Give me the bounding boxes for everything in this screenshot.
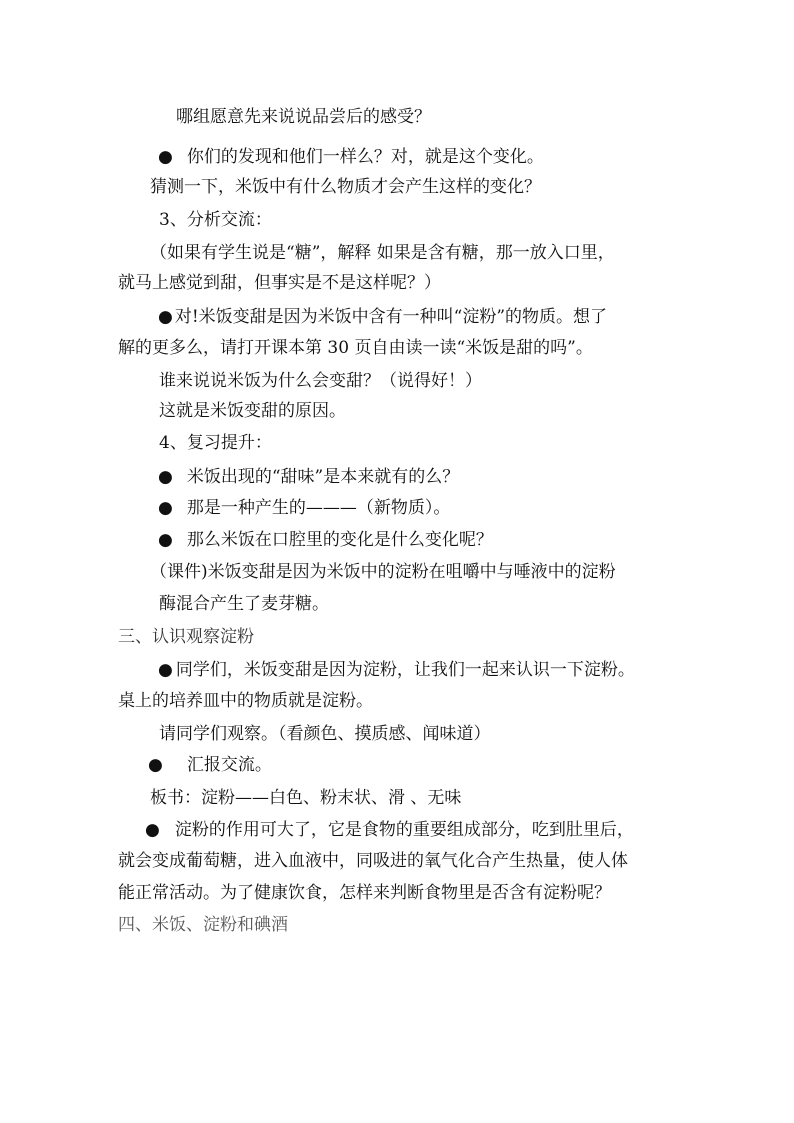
text-line: 请同学们观察。（看颜色、摸质感、闻味道）	[159, 724, 491, 744]
bullet-line: ● 对!米饭变甜是因为米饭中含有一种叫“淀粉”的物质。想了	[158, 307, 608, 327]
bullet-icon: ●	[158, 498, 173, 518]
text-line: 就会变成葡萄糖，进入血液中，同吸进的氧气化合产生热量，使人体	[118, 851, 628, 871]
text-line: 猜测一下，米饭中有什么物质才会产生这样的变化？	[150, 177, 541, 197]
section-heading: 四、米饭、淀粉和碘酒	[118, 915, 288, 935]
bullet-line: ● 汇报交流。	[148, 755, 272, 775]
text-line: 解的更多么，请打开课本第 30 页自由读一读“米饭是甜的吗”。	[118, 338, 593, 358]
bullet-line: ● 米饭出现的“甜味”是本来就有的么？	[158, 467, 460, 487]
section-heading: 三、认识观察淀粉	[118, 627, 254, 647]
bullet-line: ● 那是一种产生的———（新物质）。	[158, 498, 451, 518]
bullet-line: ● 同学们，米饭变甜是因为淀粉，让我们一起来认识一下淀粉。	[158, 660, 635, 680]
bullet-icon: ●	[158, 467, 173, 487]
text-line: 能正常活动。为了健康饮食，怎样来判断食物里是否含有淀粉呢？	[118, 883, 611, 903]
text-line: 酶混合产生了麦芽糖。	[159, 594, 329, 614]
subheading: 4、复习提升：	[159, 433, 272, 453]
bullet-icon: ●	[158, 530, 173, 550]
text-line: （课件)米饭变甜是因为米饭中的淀粉在咀嚼中与唾液中的淀粉	[150, 562, 616, 582]
bullet-icon: ●	[158, 307, 173, 327]
bullet-icon: ●	[145, 820, 160, 840]
subheading: 3、分析交流：	[159, 210, 272, 230]
text-line: 谁来说说米饭为什么会变甜？（说得好！）	[159, 371, 482, 391]
bullet-line: ● 你们的发现和他们一样么？对，就是这个变化。	[158, 147, 544, 167]
text-line: 这就是米饭变甜的原因。	[159, 401, 346, 421]
text-line: 就马上感觉到甜，但事实是不是这样呢？）	[118, 273, 441, 293]
text-line: 桌上的培养皿中的物质就是淀粉。	[118, 691, 373, 711]
bullet-icon: ●	[158, 660, 173, 680]
text-line: （如果有学生说是“糖”，解释 如果是含有糖，那一放入口里，	[150, 243, 615, 263]
bullet-icon: ●	[158, 147, 173, 167]
bullet-line: ● 淀粉的作用可大了，它是食物的重要组成部分，吃到肚里后，	[145, 820, 634, 840]
text-line: 板书：淀粉——白色、粉末状、滑 、无味	[150, 788, 462, 808]
bullet-line: ● 那么米饭在口腔里的变化是什么变化呢？	[158, 530, 493, 550]
text-line: 哪组愿意先来说说品尝后的感受？	[176, 107, 431, 127]
bullet-icon: ●	[148, 755, 163, 775]
